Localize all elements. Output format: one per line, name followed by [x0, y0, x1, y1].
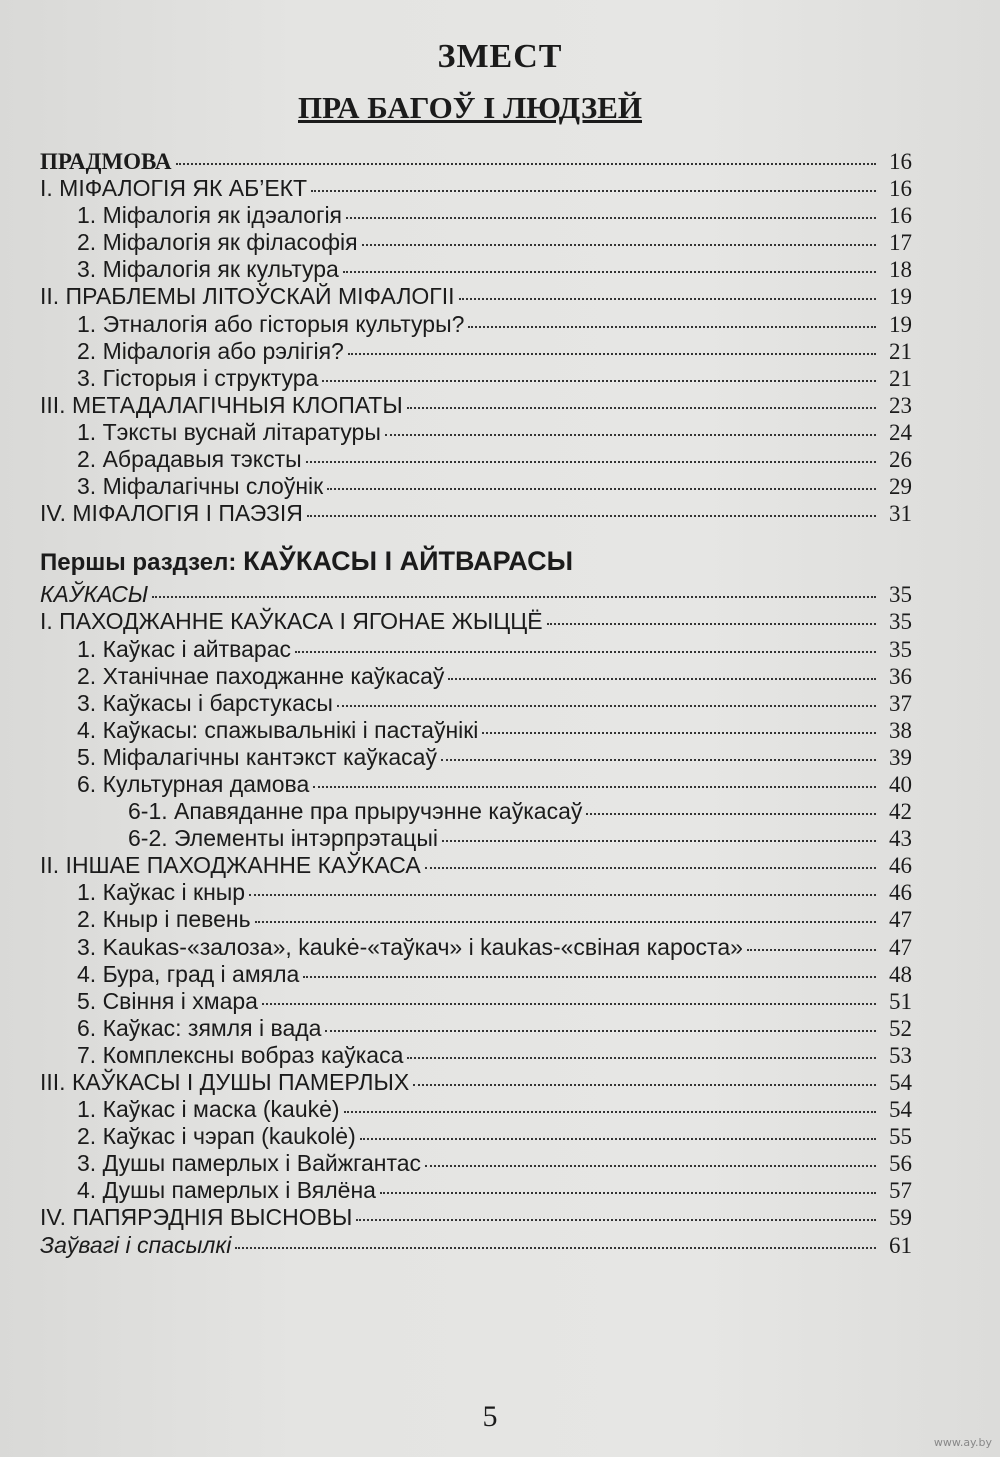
toc-entry-label: 1. Каўкас і айтварас: [77, 635, 292, 662]
toc-entry-label: 3. Душы памерлых і Вайжгантас: [77, 1150, 422, 1177]
toc-entry-label: II. ПРАБЛЕМЫ ЛІТОЎСКАЙ МІФАЛОГІІ: [40, 283, 455, 310]
toc-entry-page: 46: [889, 880, 912, 906]
toc-entry-page: 39: [889, 744, 912, 770]
dot-leader: [348, 353, 876, 355]
toc-entry-page: 48: [889, 961, 912, 987]
toc-entry-page: 46: [889, 853, 912, 879]
toc-entry-label: 2. Абрадавыя тэксты: [77, 446, 302, 473]
toc-entry: [40, 906, 912, 933]
toc-entry-label: 3. Kaukas-«залоза», kaukė-«таўкач» і kaukas-«свіная кароста»: [77, 933, 743, 960]
dot-leader: [249, 894, 876, 896]
dot-leader: [586, 813, 876, 815]
toc-entry: [40, 311, 912, 338]
toc-entry: [40, 1232, 912, 1259]
toc-entry-page: 31: [889, 501, 912, 527]
dot-leader: [441, 759, 876, 761]
toc-entry-page: 26: [889, 447, 912, 473]
toc-entry-page: 53: [889, 1042, 912, 1068]
dot-leader: [407, 407, 876, 409]
toc-entry-label: II. ІНШАЕ ПАХОДЖАННЕ КАЎКАСА: [40, 852, 421, 879]
toc-entry-page: 35: [889, 609, 912, 635]
dot-leader: [459, 298, 876, 300]
toc-entry-page: 56: [889, 1151, 912, 1177]
toc-entry-label: 2. Хтанічнае паходжанне каўкасаў: [77, 662, 445, 689]
toc-entry-label: I. ПАХОДЖАННЕ КАЎКАСА І ЯГОНАЕ ЖЫЦЦЁ: [40, 608, 543, 635]
toc-entry: [40, 636, 912, 663]
dot-leader: [448, 678, 876, 680]
dot-leader: [255, 921, 876, 923]
toc-entry: [40, 879, 912, 906]
dot-leader: [176, 163, 876, 165]
toc-part1-list: [40, 581, 912, 1258]
dot-leader: [380, 1192, 876, 1194]
toc-entry: [40, 419, 912, 446]
table-of-contents: [40, 128, 912, 1259]
toc-entry-label: 3. Гісторыя і структура: [77, 364, 319, 391]
toc-entry-label: 6-2. Элементы інтэрпрэтацыі: [128, 825, 438, 852]
toc-entry-page: 59: [889, 1205, 912, 1231]
toc-entry-label: 2. Міфалогія або рэлігія?: [77, 337, 344, 364]
toc-entry-label: IV. МІФАЛОГІЯ І ПАЭЗІЯ: [40, 500, 303, 527]
toc-entry-page: 55: [889, 1124, 912, 1150]
toc-entry: [40, 581, 912, 608]
toc-entry: [40, 473, 912, 500]
toc-entry-page: 24: [889, 419, 912, 445]
toc-entry-label: 2. Міфалогія як філасофія: [77, 229, 358, 256]
toc-entry: [40, 934, 912, 961]
dot-leader: [311, 190, 876, 192]
toc-entry-label: 7. Комплексны вобраз каўкаса: [77, 1041, 404, 1068]
toc-entry-label: III. МЕТАДАЛАГІЧНЫЯ КЛОПАТЫ: [40, 391, 403, 418]
page-title: ЗМЕСТ: [437, 38, 563, 75]
toc-entry: [40, 1150, 912, 1177]
toc-entry-page: 21: [889, 365, 912, 391]
toc-entry-label: 6. Культурная дамова: [77, 770, 310, 797]
dot-leader: [385, 434, 876, 436]
toc-entry-page: 35: [889, 636, 912, 662]
dot-leader: [322, 380, 876, 382]
toc-entry: [40, 771, 912, 798]
dot-leader: [152, 596, 876, 598]
dot-leader: [442, 840, 876, 842]
toc-entry-label: 4. Бура, град і амяла: [77, 960, 300, 987]
dot-leader: [303, 976, 876, 978]
dot-leader: [307, 515, 876, 517]
toc-entry-page: 19: [889, 284, 912, 310]
toc-entry: [40, 988, 912, 1015]
toc-entry-page: 54: [889, 1097, 912, 1123]
toc-entry-page: 36: [889, 663, 912, 689]
toc-entry: [40, 365, 912, 392]
dot-leader: [343, 271, 876, 273]
dot-leader: [337, 705, 876, 707]
toc-entry-label: 1. Міфалогія як ідэалогія: [77, 202, 343, 229]
toc-entry: [40, 500, 912, 527]
toc-entry: [40, 744, 912, 771]
dot-leader: [346, 217, 876, 219]
toc-entry: [40, 1069, 912, 1096]
section-prefix: Першы раздзел:: [40, 549, 237, 577]
dot-leader: [356, 1219, 876, 1221]
toc-entry-page: 16: [889, 176, 912, 202]
toc-entry-page: 40: [889, 771, 912, 797]
toc-entry: [40, 1042, 912, 1069]
toc-entry-page: 61: [889, 1232, 912, 1258]
toc-entry-label: 3. Міфалагічны слоўнік: [77, 473, 324, 500]
dot-leader: [413, 1084, 876, 1086]
dot-leader: [425, 1165, 876, 1167]
toc-entry: [40, 690, 912, 717]
toc-entry-page: 19: [889, 311, 912, 337]
toc-entry: [40, 283, 912, 310]
dot-leader: [547, 623, 876, 625]
dot-leader: [407, 1057, 876, 1059]
toc-entry-page: 57: [889, 1178, 912, 1204]
toc-entry-label: IV. ПАПЯРЭДНІЯ ВЫСНОВЫ: [40, 1204, 353, 1231]
toc-entry-label: I. МІФАЛОГІЯ ЯК АБ’ЕКТ: [40, 175, 308, 202]
toc-entry: [40, 202, 912, 229]
toc-entry-page: 52: [889, 1015, 912, 1041]
toc-entry: [40, 1015, 912, 1042]
dot-leader: [327, 488, 876, 490]
toc-entry: [40, 717, 912, 744]
dot-leader: [262, 1003, 876, 1005]
toc-entry-page: 54: [889, 1070, 912, 1095]
section-heading: [40, 541, 912, 581]
toc-entry-label: III. КАЎКАСЫ І ДУШЫ ПАМЕРЛЫХ: [40, 1069, 410, 1095]
dot-leader: [235, 1247, 876, 1249]
toc-entry-label: 6. Каўкас: зямля і вада: [77, 1014, 322, 1041]
toc-entry-label: 2. Каўкас і чэрап (kaukolė): [77, 1123, 356, 1150]
toc-entry-label: КАЎКАСЫ: [40, 581, 149, 608]
dot-leader: [468, 326, 876, 328]
toc-entry: [40, 961, 912, 988]
dot-leader: [362, 244, 876, 246]
toc-entry-page: 17: [889, 230, 912, 256]
dot-leader: [325, 1030, 876, 1032]
toc-entry-page: 23: [889, 392, 912, 418]
section-name: КАЎКАСЫ І АЙТВАРАСЫ: [243, 546, 574, 577]
dot-leader: [313, 786, 876, 788]
dot-leader: [306, 461, 876, 463]
dot-leader: [747, 949, 876, 951]
toc-entry-page: 21: [889, 338, 912, 364]
dot-leader: [344, 1111, 876, 1113]
toc-entry-label: 1. Каўкас і маска (kaukė): [77, 1096, 340, 1123]
watermark: www.ay.by: [933, 1436, 992, 1449]
toc-intro-list: [40, 148, 912, 527]
toc-entry-page: 47: [889, 907, 912, 933]
toc-entry-page: 42: [889, 799, 912, 825]
toc-entry-label: 2. Кныр і певень: [77, 906, 251, 933]
toc-entry-label: ПРАДМОВА: [40, 149, 172, 174]
toc-entry-label: Заўвагі і спасылкі: [40, 1231, 232, 1258]
toc-entry: [40, 663, 912, 690]
toc-entry-page: 35: [889, 582, 912, 608]
dot-leader: [295, 651, 876, 653]
toc-entry-label: 1. Этналогія або гісторыя культуры?: [77, 310, 465, 337]
toc-entry: [40, 1123, 912, 1150]
toc-entry: [40, 825, 912, 852]
toc-entry: [40, 256, 912, 283]
toc-entry: [40, 338, 912, 365]
toc-entry-page: 47: [889, 934, 912, 960]
toc-entry-page: 37: [889, 690, 912, 716]
toc-entry: [40, 446, 912, 473]
toc-entry-label: 6-1. Апавяданне пра прыручэнне каўкасаў: [128, 798, 583, 825]
toc-entry: [40, 148, 912, 175]
toc-entry: [40, 852, 912, 879]
toc-entry: [40, 1204, 912, 1231]
toc-entry-page: 16: [889, 149, 912, 174]
toc-entry: [40, 608, 912, 635]
dot-leader: [425, 867, 876, 869]
dot-leader: [360, 1138, 876, 1140]
toc-entry: [40, 1096, 912, 1123]
toc-entry-page: 29: [889, 474, 912, 500]
toc-entry: [40, 798, 912, 825]
toc-entry-label: 1. Каўкас і кныр: [77, 879, 246, 906]
toc-entry: [40, 175, 912, 202]
toc-entry-label: 4. Каўкасы: спажывальнікі і пастаўнікі: [77, 716, 479, 743]
toc-entry-page: 16: [889, 203, 912, 229]
toc-entry-label: 5. Міфалагічны кантэкст каўкасаў: [77, 743, 437, 770]
book-subtitle: ПРА БАГОЎ І ЛЮДЗЕЙ: [298, 90, 642, 125]
toc-entry-label: 3. Каўкасы і барстукасы: [77, 689, 333, 716]
toc-entry: [40, 392, 912, 419]
toc-entry-page: 18: [889, 257, 912, 283]
toc-entry: [40, 1177, 912, 1204]
toc-entry-label: 4. Душы памерлых і Вялёна: [77, 1177, 376, 1204]
toc-entry-page: 51: [889, 988, 912, 1014]
toc-entry-page: 43: [889, 826, 912, 852]
toc-entry-label: 3. Міфалогія як культура: [77, 256, 339, 283]
toc-entry-page: 38: [889, 717, 912, 743]
dot-leader: [482, 732, 876, 734]
toc-entry-label: 5. Свіння і хмара: [77, 987, 258, 1014]
toc-entry-label: 1. Тэксты вуснай літаратуры: [77, 418, 381, 445]
toc-entry: [40, 229, 912, 256]
page-number: 5: [482, 1400, 498, 1433]
